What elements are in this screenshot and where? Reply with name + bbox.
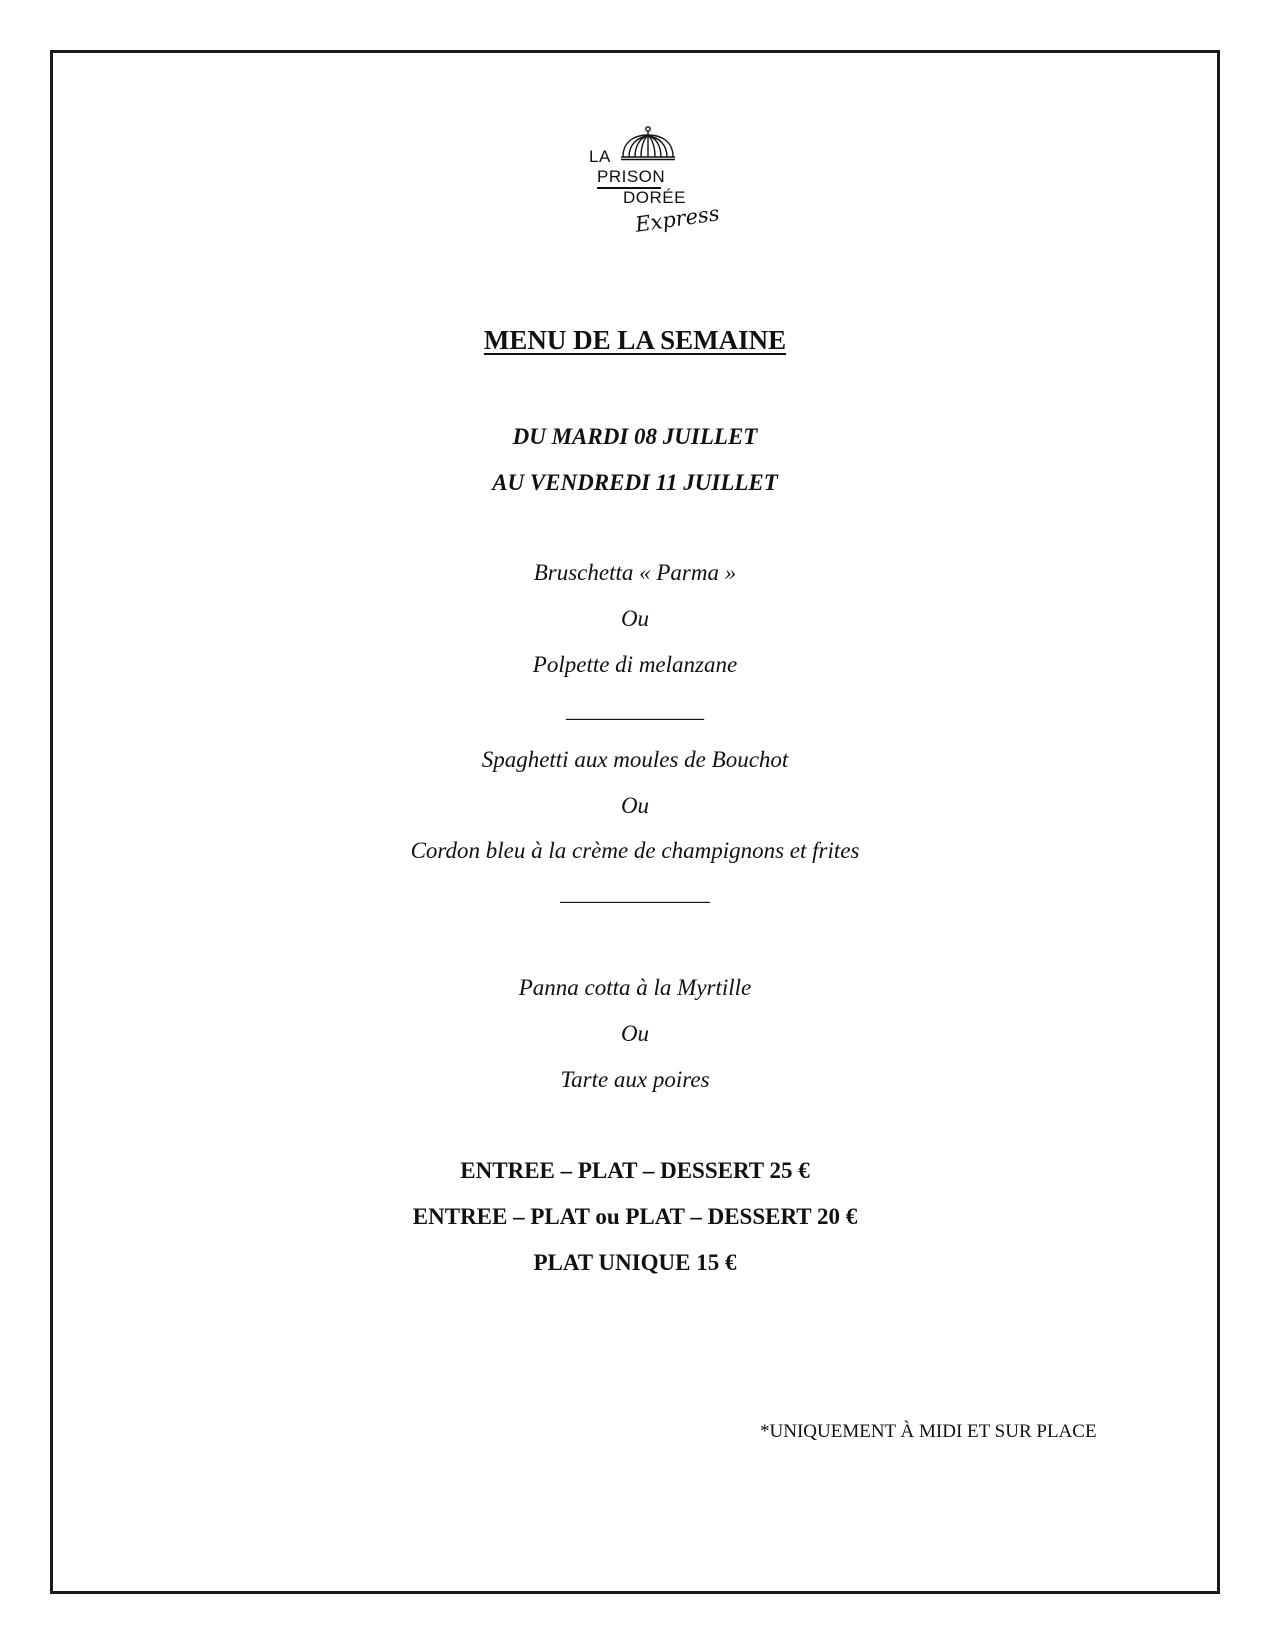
logo-text-doree: DORÉE — [623, 188, 686, 207]
logo-text-express: Express — [633, 201, 721, 237]
starter-option-1: Bruschetta « Parma » — [533, 560, 737, 585]
page-border — [50, 50, 1220, 1594]
price-two-courses: ENTREE – PLAT ou PLAT – DESSERT 20 € — [412, 1204, 858, 1229]
price-single-dish: PLAT UNIQUE 15 € — [533, 1250, 737, 1275]
menu-title: MENU DE LA SEMAINE — [483, 325, 787, 355]
main-option-2: Cordon bleu à la crème de champignons et frites — [410, 838, 860, 863]
logo-text-la: LA — [589, 147, 611, 166]
logo-text-prison: PRISON — [597, 167, 666, 186]
starter-or: Ou — [620, 606, 650, 631]
dessert-option-2: Tarte aux poires — [560, 1067, 710, 1092]
main-option-1: Spaghetti aux moules de Bouchot — [481, 747, 789, 772]
price-three-courses: ENTREE – PLAT – DESSERT 25 € — [460, 1158, 810, 1183]
dessert-option-1: Panna cotta à la Myrtille — [518, 975, 752, 1000]
restaurant-logo — [585, 125, 720, 243]
dessert-or: Ou — [620, 1021, 650, 1046]
course-separator: ____________ — [566, 697, 704, 722]
footnote: *UNIQUEMENT À MIDI ET SUR PLACE — [760, 1421, 1097, 1442]
date-from: DU MARDI 08 JUILLET — [512, 424, 758, 449]
starter-option-2: Polpette di melanzane — [532, 652, 738, 677]
date-to: AU VENDREDI 11 JUILLET — [492, 470, 778, 495]
main-or: Ou — [620, 793, 650, 818]
course-separator: _____________ — [560, 880, 710, 905]
